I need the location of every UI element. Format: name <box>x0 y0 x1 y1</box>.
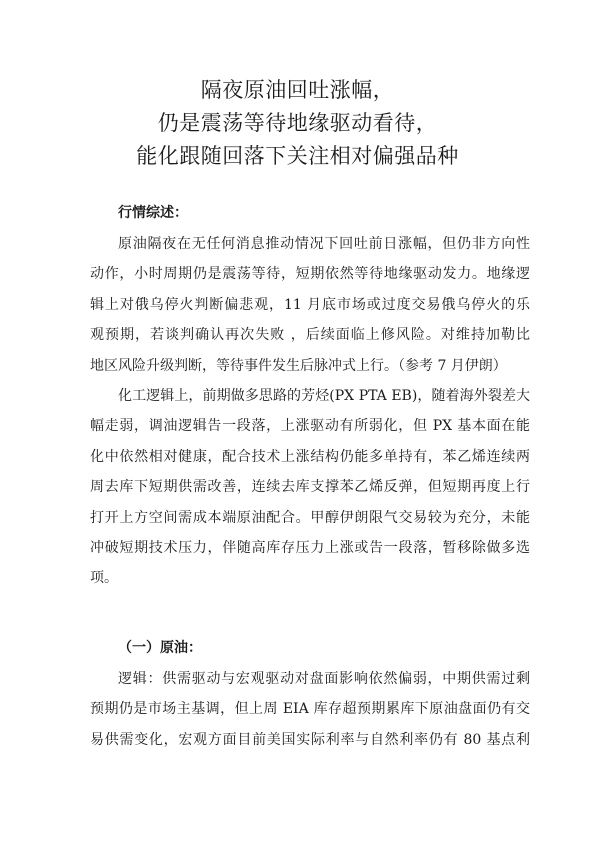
market-paragraph-1 <box>90 229 530 381</box>
paragraph-line: 冲破短期技术压力，伴随高库存压力上涨或告一段落，暂移除做多选 <box>90 539 530 556</box>
paragraph-line: 动作，小时周期仍是震荡等待，短期依然等待地缘驱动发力。地缘逻 <box>90 266 530 283</box>
paragraph-line: 原油隔夜在无任何消息推动情况下回吐前日涨幅，但仍非方向性 <box>118 236 530 252</box>
section-heading-market: 行情综述： <box>118 205 188 221</box>
market-paragraph-2 <box>90 381 530 594</box>
paragraph-line: 项。 <box>90 570 118 587</box>
title-line: 能化跟随回落下关注相对偏强品种 <box>136 144 459 168</box>
paragraph-line: 打开上方空间需成本端原油配合。甲醇伊朗限气交易较为充分，未能 <box>90 509 530 526</box>
paragraph-line: 化中依然相对健康，配合技术上涨结构仍能多单持有，苯乙烯连续两 <box>90 448 530 465</box>
paragraph-line: 观预期，若谈判确认再次失败 ，后续面临上修风险。对维持加勒比 <box>90 327 530 344</box>
title-line: 隔夜原油回吐涨幅， <box>200 78 395 102</box>
title-line: 仍是震荡等待地缘驱动看待， <box>157 111 438 135</box>
paragraph-line: 辑上对俄乌停火判断偏悲观，11 月底市场或过度交易俄乌停火的乐 <box>90 296 530 313</box>
paragraph-line: 逻辑：供需驱动与宏观驱动对盘面影响依然偏弱，中期供需过剩 <box>118 671 530 687</box>
paragraph-line: 易供需变化，宏观方面目前美国实际利率与自然利率仍有 80 基点利 <box>90 731 530 748</box>
paragraph-line: 幅走弱，调油逻辑告一段落，上涨驱动有所弱化，但 PX 基本面在能 <box>90 418 530 435</box>
paragraph-line: 预期仍是市场主基调，但上周 EIA 库存超预期累库下原油盘面仍有交 <box>90 701 530 718</box>
section-heading-crude: （一）原油： <box>118 640 202 656</box>
paragraph-line: 周去库下短期供需改善，连续去库支撑苯乙烯反弹，但短期再度上行 <box>90 479 530 496</box>
paragraph-line: 化工逻辑上，前期做多思路的芳烃(PX PTA EB)，随着海外裂差大 <box>118 388 530 404</box>
document-title <box>90 74 505 173</box>
paragraph-line: 地区风险升级判断，等待事件发生后脉冲式上行。（参考 7 月伊朗） <box>90 357 507 374</box>
crude-paragraph <box>90 664 530 755</box>
